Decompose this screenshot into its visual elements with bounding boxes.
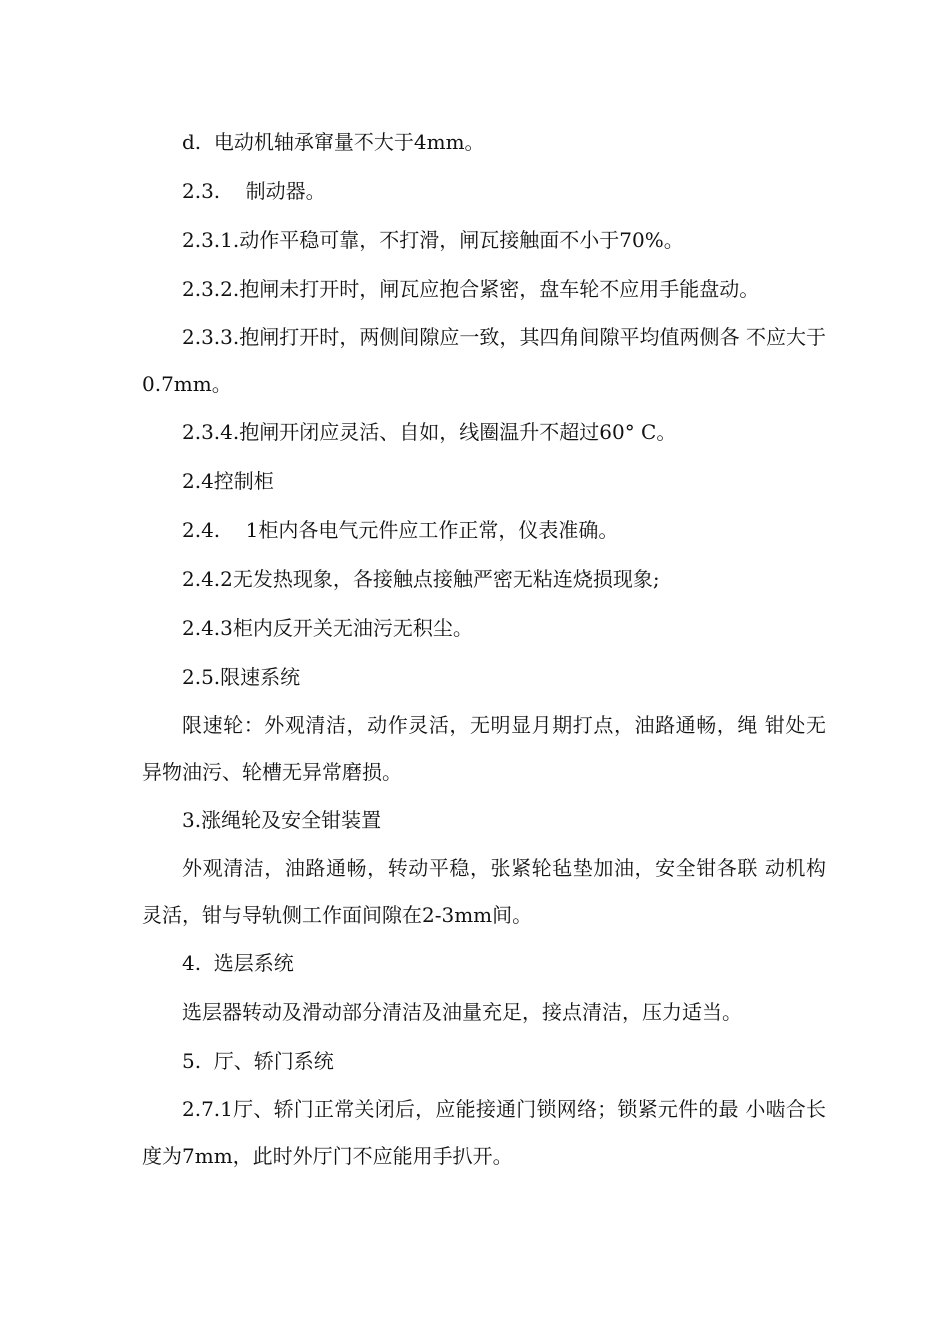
paragraph-tension-wheel: 外观清洁，油路通畅，转动平稳，张紧轮毡垫加油，安全钳各联 动机构灵活，钳与导轨侧工作面间隙在2-3mm间。 xyxy=(142,856,826,927)
paragraph-speed-limiter-wheel: 限速轮：外观清洁，动作灵活，无明显月期打点，油路通畅，绳 钳处无异物油污、轮槽无异常磨损。 xyxy=(142,713,826,784)
document-body xyxy=(142,118,826,1180)
heading-tension-wheel-safety-gear: 3.涨绳轮及安全钳装置 xyxy=(182,808,382,832)
heading-speed-limit-system: 2.5.限速系统 xyxy=(182,665,301,689)
paragraph-2-4-2: 2.4.2无发热现象，各接触点接触严密无粘连烧损现象; xyxy=(182,567,660,591)
heading-floor-selection-system: 4. 选层系统 xyxy=(182,951,294,975)
paragraph-2-3-4: 2.3.4.抱闸开闭应灵活、自如，线圈温升不超过60° C。 xyxy=(182,420,677,444)
paragraph-2-7-1: 2.7.1厅、轿门正常关闭后，应能接通门锁网络；锁紧元件的最 小啮合长度为7mm，此时外厅门不应能用手扒开。 xyxy=(142,1097,826,1168)
heading-brake: 2.3. 制动器。 xyxy=(182,179,326,203)
heading-door-system: 5. 厅、轿门系统 xyxy=(182,1049,334,1073)
paragraph-2-3-1: 2.3.1.动作平稳可靠，不打滑，闸瓦接触面不小于70%。 xyxy=(182,228,684,252)
paragraph-floor-selector: 选层器转动及滑动部分清洁及油量充足，接点清洁，压力适当。 xyxy=(182,1000,742,1024)
paragraph-2-4-3: 2.4.3柜内反开关无油污无积尘。 xyxy=(182,616,473,640)
paragraph-2-3-2: 2.3.2.抱闸未打开时，闸瓦应抱合紧密，盘车轮不应用手能盘动。 xyxy=(182,277,760,301)
paragraph-motor-bearing: d. 电动机轴承窜量不大于4mm。 xyxy=(182,130,485,154)
paragraph-2-3-3: 2.3.3.抱闸打开时，两侧间隙应一致，其四角间隙平均值两侧各 不应大于0.7mm。 xyxy=(142,325,826,396)
paragraph-2-4-1: 2.4. 1柜内各电气元件应工作正常，仪表准确。 xyxy=(182,518,619,542)
heading-control-cabinet: 2.4控制柜 xyxy=(182,469,274,493)
